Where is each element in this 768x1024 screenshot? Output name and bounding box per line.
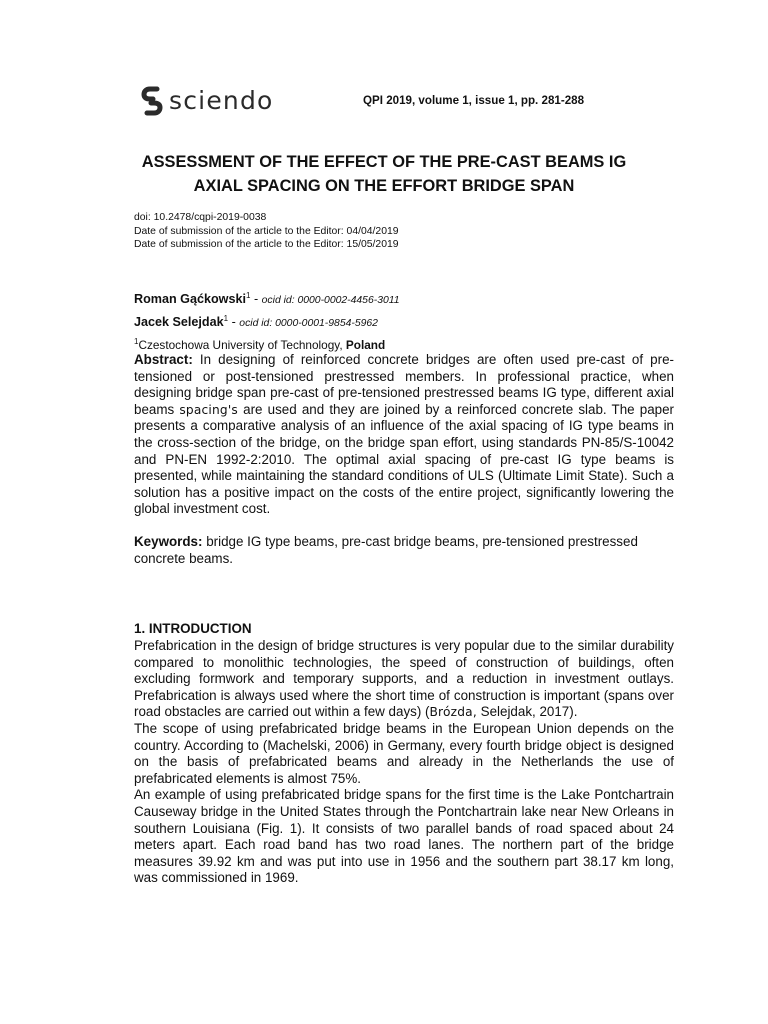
abstract-text-a: In designing of reinforced concrete bridges are often used pre-cast of pre-tensioned or post-tensioned prestressed members. In professional practice, when designing bridge span pre-cast of pre-tensioned prestressed beams IG type, different axial beams [134, 352, 674, 417]
logo-text: sciendo [169, 86, 274, 115]
doi: doi: 10.2478/cqpi-2019-0038 [134, 212, 267, 223]
abstract-text-b: are used and they are joined by a reinforced concrete slab. The paper presents a comparative analysis of an influence of the axial spacing of IG type beams in the cross-section of the bridge, on the bridge span effort, using standards PN-85/S-10042 and PN-EN 1992-2:2010. The optimal axial spacing of pre-cast IG type beams is presented, while maintaining the standard conditions of ULS (Ultimate Limit State). Such a solution has a positive impact on the costs of the entire project, significantly lowering the global investment cost. [134, 401, 675, 517]
journal-reference: QPI 2019, volume 1, issue 1, pp. 281-288 [363, 94, 585, 107]
author-separator: - [228, 315, 240, 329]
author-orcid: ocid id: 0000-0002-4456-3011 [261, 295, 400, 306]
author-separator: - [250, 292, 262, 306]
author-name: Roman Gąćkowski [134, 292, 246, 306]
title-line-1: ASSESSMENT OF THE EFFECT OF THE PRE-CAST BEAMS IG [141, 153, 627, 171]
affiliation-country: Poland [345, 338, 386, 352]
author-row [134, 287, 400, 310]
title-line-2: AXIAL SPACING ON THE EFFORT BRIDGE SPAN [193, 177, 575, 195]
citation-link[interactable]: Brózda, [429, 705, 477, 720]
keywords-label: Keywords: [134, 534, 203, 549]
paragraph-text: Prefabrication in the design of bridge structures is very popular due to the similar durability compared to monolithic technologies, the speed of construction of buildings, often excluding formwork and temporary supports, and a reduction in investment outlays. Prefabrication is always used where the short time of construction is important (spans over road obstacles are carried out within a few days) ( [134, 638, 674, 720]
section-heading-introduction: 1. INTRODUCTION [134, 621, 252, 636]
affiliation [134, 333, 400, 354]
author-affiliation-mark: 1 [246, 291, 251, 300]
author-row [134, 310, 400, 333]
affiliation-mark: 1 [134, 337, 139, 346]
submission-date-1: Date of submission of the article to the Editor: 04/04/2019 [134, 225, 399, 237]
paper-title [120, 150, 648, 198]
sciendo-logo [141, 86, 274, 116]
paragraph: An example of using prefabricated bridge spans for the first time is the Lake Pontchartrain Causeway bridge in the United States through the Pontchartrain lake near New Orleans in southern Louisiana (Fig. 1). It consists of two parallel bands of road spaced about 24 meters apart. Each road band has two road lanes. The northern part of the bridge measures 39.92 km and was put into use in 1956 and the southern part 38.17 km long, was commissioned in 1969. [134, 787, 674, 886]
article-meta [134, 211, 399, 252]
submission-date-2: Date of submission of the article to the Editor: 15/05/2019 [134, 239, 399, 250]
paragraph [134, 638, 674, 721]
sciendo-logo-icon [141, 86, 163, 116]
abstract [134, 352, 674, 518]
paragraph-text: Selejdak, 2017). [476, 704, 578, 720]
paragraph: The scope of using prefabricated bridge beams in the European Union depends on the country. According to (Machelski, 2006) in Germany, every fourth bridge object is designed on the basis of prefabricated beams and already in the Netherlands the use of prefabricated elements is almost 75%. [134, 720, 674, 786]
introduction-body [134, 638, 674, 887]
affiliation-text: Czestochowa University of Technology, [138, 338, 346, 352]
abstract-label: Abstract: [134, 352, 193, 367]
abstract-text-spacing: spacing's [179, 402, 238, 417]
keywords-text: bridge IG type beams, pre-cast bridge beams, pre-tensioned prestressed concrete beams. [134, 534, 638, 566]
author-list [134, 287, 400, 354]
keywords [134, 534, 674, 567]
author-orcid: ocid id: 0000-0001-9854-5962 [239, 318, 378, 329]
author-affiliation-mark: 1 [223, 314, 229, 323]
author-name: Jacek Selejdak [134, 315, 224, 329]
